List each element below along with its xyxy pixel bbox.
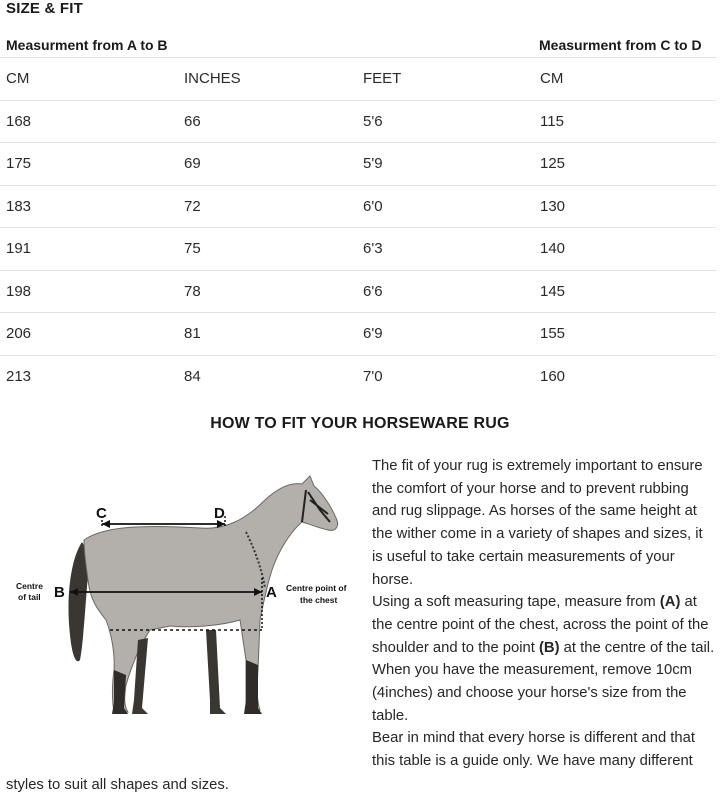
table-cell: 168 [6, 112, 32, 130]
table-cell: 183 [6, 197, 32, 215]
fit-instructions [372, 455, 717, 773]
table-cell: 140 [540, 240, 566, 257]
fit-paragraph [372, 591, 717, 727]
table-row [0, 227, 716, 270]
table-cell: 81 [184, 325, 201, 342]
table-cell: 6'0 [363, 197, 383, 215]
table-cell: 69 [184, 155, 201, 172]
table-cell: 145 [540, 282, 566, 300]
label-c: C [96, 505, 107, 522]
table-row [0, 100, 716, 143]
table-cell: 130 [540, 197, 566, 215]
table-row [0, 185, 716, 228]
table-cell: 198 [6, 282, 32, 300]
table-cell: 6'9 [363, 325, 383, 342]
table-row [0, 355, 716, 398]
label-d: D [214, 505, 225, 522]
table-row [0, 312, 716, 355]
label-b: B [54, 584, 65, 601]
table-cell: 155 [540, 325, 566, 342]
label-a: A [266, 584, 277, 601]
centre-of-tail-label: of tail [18, 592, 41, 602]
fit-paragraph: The fit of your rug is extremely important to ensure the comfort of your horse and to prevent rubbing and rug slippage. As horses of the same height at the wither come in a variety of shapes and sizes, it is useful to take certain measurements of your horse. [372, 458, 703, 588]
centre-of-chest-label: Centre point of [286, 583, 347, 593]
fit-text-span: at the centre point of the chest, across the point of the shoulder and to the point [372, 594, 709, 656]
centre-of-chest-label: the chest [300, 595, 338, 605]
header-measurement-cd: Measurment from C to D [539, 37, 702, 53]
horse-legs-shape [206, 630, 226, 714]
column-header: CM [6, 70, 30, 87]
table-cell: 66 [184, 112, 201, 130]
column-header: CM [540, 70, 564, 87]
table-cell: 75 [184, 240, 201, 257]
table-cell: 160 [540, 367, 566, 385]
table-cell: 115 [540, 112, 564, 130]
table-cell: 5'9 [363, 155, 383, 172]
size-table [0, 57, 716, 397]
table-cell: 125 [540, 155, 566, 172]
table-cell: 191 [6, 240, 32, 257]
page-title: SIZE & FIT [6, 0, 83, 17]
table-row [0, 142, 716, 185]
table-cell: 206 [6, 325, 32, 342]
fit-paragraph: Bear in mind that every horse is different and that this table is a guide only. We have many different [372, 730, 695, 770]
fit-paragraph-end: styles to suit all shapes and sizes. [6, 777, 229, 793]
point-a-ref: (A) [659, 594, 681, 611]
horse-measurement-diagram [10, 470, 365, 730]
table-cell: 5'6 [363, 112, 383, 130]
centre-of-tail-label: Centre [16, 581, 43, 591]
table-cell: 72 [184, 197, 201, 215]
table-cell: 175 [6, 155, 32, 172]
table-row [0, 270, 716, 313]
table-cell: 6'3 [363, 240, 383, 257]
column-header: FEET [363, 70, 402, 87]
table-cell: 84 [184, 367, 201, 385]
section-title: HOW TO FIT YOUR HORSEWARE RUG [210, 415, 510, 432]
header-measurement-ab: Measurment from A to B [6, 37, 168, 53]
column-header: INCHES [184, 70, 241, 87]
table-cell: 7'0 [363, 367, 383, 385]
table-header-row [0, 57, 716, 100]
fit-text-span: at the centre of the tail. When you have the measurement, remove 10cm (4inches) and choose your horse's size from the table. [372, 639, 715, 724]
point-b-ref: (B) [539, 639, 560, 656]
table-cell: 213 [6, 367, 32, 385]
fit-text-span: Using a soft measuring tape, measure from [372, 594, 660, 611]
table-cell: 6'6 [363, 282, 383, 300]
table-cell: 78 [184, 282, 201, 300]
